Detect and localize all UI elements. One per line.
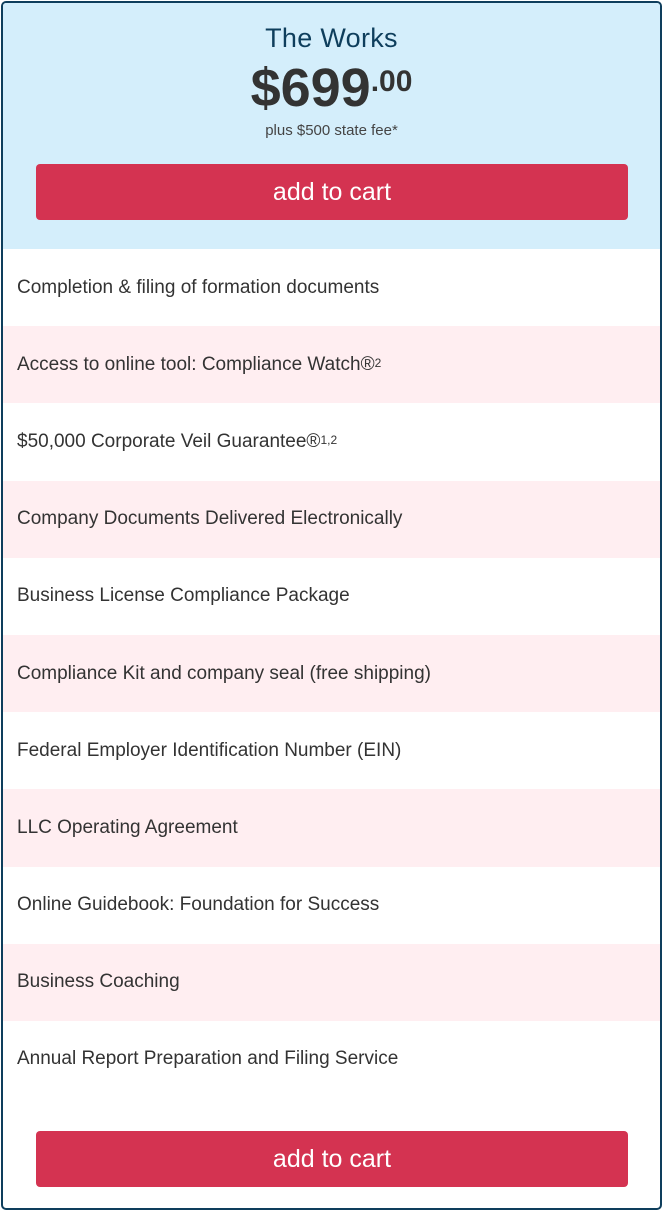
- feature-text: Annual Report Preparation and Filing Service: [17, 1048, 399, 1070]
- feature-item: [3, 789, 660, 866]
- pricing-card: [1, 1, 662, 1210]
- feature-text: Completion & filing of formation documents: [17, 276, 380, 298]
- feature-item: [3, 249, 660, 326]
- feature-item: [3, 403, 660, 480]
- feature-item: [3, 481, 660, 558]
- feature-footnote: 1,2: [320, 432, 338, 447]
- plan-price: [3, 58, 660, 118]
- feature-text: Company Documents Delivered Electronically: [17, 508, 403, 530]
- feature-item: [3, 635, 660, 712]
- feature-text: Business License Compliance Package: [17, 585, 350, 607]
- feature-item: [3, 326, 660, 403]
- feature-item: [3, 1021, 660, 1098]
- feature-list: [3, 249, 660, 1098]
- feature-text: Online Guidebook: Foundation for Success: [17, 894, 380, 916]
- feature-item: [3, 867, 660, 944]
- feature-item: [3, 944, 660, 1021]
- feature-footnote: 2: [374, 355, 382, 370]
- feature-text: Federal Employer Identification Number (EIN): [17, 739, 402, 761]
- price-cents: .00: [370, 65, 413, 98]
- feature-text: $50,000 Corporate Veil Guarantee®: [17, 430, 321, 452]
- feature-text: Business Coaching: [17, 971, 180, 993]
- feature-text: Compliance Kit and company seal (free shipping): [17, 662, 431, 684]
- feature-text: LLC Operating Agreement: [17, 816, 238, 838]
- state-fee-note: plus $500 state fee*: [265, 122, 398, 139]
- pricing-header: [3, 3, 660, 249]
- feature-item: [3, 558, 660, 635]
- plan-title: The Works: [265, 23, 398, 53]
- price-dollars: $699: [250, 58, 371, 118]
- feature-text: Access to online tool: Compliance Watch®: [17, 353, 375, 375]
- feature-item: [3, 712, 660, 789]
- add-to-cart-button-bottom[interactable]: add to cart: [36, 1131, 628, 1187]
- add-to-cart-button-top[interactable]: add to cart: [36, 164, 628, 220]
